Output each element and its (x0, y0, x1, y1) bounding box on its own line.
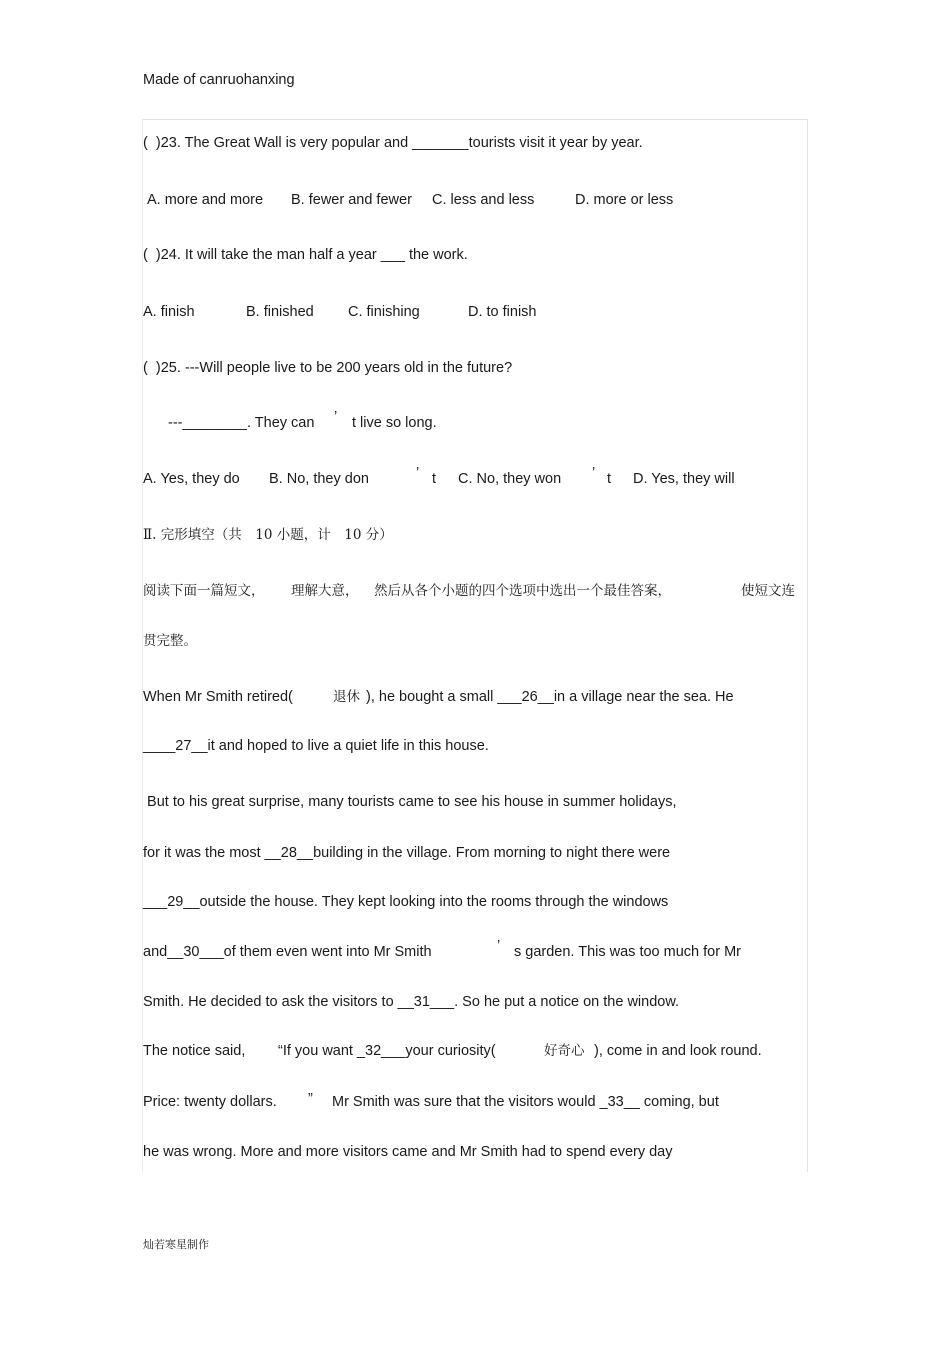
passage-line-6c: s garden. This was too much for Mr (514, 944, 741, 960)
question-25-reply-part2: t live so long. (352, 415, 437, 431)
passage-line-7: Smith. He decided to ask the visitors to __31___. So he put a notice on the window. (143, 994, 680, 1010)
question-23-option-d: D. more or less (575, 192, 674, 208)
section-2-heading: Ⅱ. 完形填空（共 10 小题，计 10 分） (143, 527, 393, 543)
question-25-option-c-end: t (607, 471, 612, 487)
passage-line-4: for it was the most __28__building in the village. From morning to night there were (143, 845, 671, 861)
question-25-option-b-apostrophe: ’ (416, 465, 420, 481)
question-25-option-c-apostrophe: ’ (592, 465, 596, 481)
question-24-option-c: C. finishing (348, 304, 420, 320)
question-24-option-b: B. finished (246, 304, 314, 320)
question-24-stem: ( )24. It will take the man half a year ___ the work. (143, 247, 468, 263)
passage-line-1b: 退休 (333, 689, 360, 705)
passage-line-2: ____27__it and hoped to live a quiet life in this house. (143, 738, 489, 754)
passage-line-5: ___29__outside the house. They kept looking into the rooms through the windows (143, 894, 669, 910)
passage-line-9a: Price: twenty dollars. (143, 1094, 277, 1110)
question-25-reply-apostrophe: ’ (334, 409, 338, 425)
question-23-option-a: A. more and more (147, 192, 264, 208)
passage-line-10: he was wrong. More and more visitors came and Mr Smith had to spend every day (143, 1144, 673, 1160)
question-25-option-a: A. Yes, they do (143, 471, 240, 487)
question-24-option-d: D. to finish (468, 304, 537, 320)
question-25-option-b: B. No, they don (269, 471, 369, 487)
instruction-part2: 理解大意， (291, 583, 359, 599)
question-25-reply-part1: ---________. They can (168, 415, 315, 431)
question-23-option-c: C. less and less (432, 192, 535, 208)
content-frame (142, 119, 808, 1172)
question-25-option-c: C. No, they won (458, 471, 562, 487)
passage-line-8a: The notice said, (143, 1043, 246, 1059)
instruction-part4: 使短文连 (741, 583, 795, 599)
instruction-part1: 阅读下面一篇短文， (143, 583, 265, 599)
instruction-part3: 然后从各个小题的四个选项中选出一个最佳答案， (374, 583, 671, 599)
passage-line-6-apostrophe: ’ (497, 938, 501, 954)
passage-line-3: But to his great surprise, many tourists came to see his house in summer holidays, (143, 794, 677, 810)
question-25-option-b-end: t (432, 471, 437, 487)
passage-line-1a: When Mr Smith retired( (143, 689, 293, 705)
page-footer: 灿若寒星制作 (143, 1238, 209, 1251)
question-25-stem: ( )25. ---Will people live to be 200 years old in the future? (143, 360, 513, 376)
instruction-part5: 贯完整。 (143, 633, 197, 649)
passage-line-9c: Mr Smith was sure that the visitors would _33__ coming, but (332, 1094, 719, 1110)
question-25-option-d: D. Yes, they will (633, 471, 735, 487)
question-23-stem: ( )23. The Great Wall is very popular and _______tourists visit it year by year. (143, 135, 643, 151)
question-24-option-a: A. finish (143, 304, 195, 320)
passage-line-6a: and__30___of them even went into Mr Smith (143, 944, 432, 960)
passage-line-1c: ), he bought a small ___26__in a village near the sea. He (366, 689, 734, 705)
passage-line-8b: “If you want _32___your curiosity( (278, 1043, 496, 1059)
passage-line-8c: 好奇心 (544, 1043, 585, 1059)
passage-line-9-quote: ” (308, 1091, 313, 1107)
page-header: Made of canruohanxing (143, 72, 295, 88)
question-23-option-b: B. fewer and fewer (291, 192, 412, 208)
passage-line-8d: ), come in and look round. (594, 1043, 762, 1059)
